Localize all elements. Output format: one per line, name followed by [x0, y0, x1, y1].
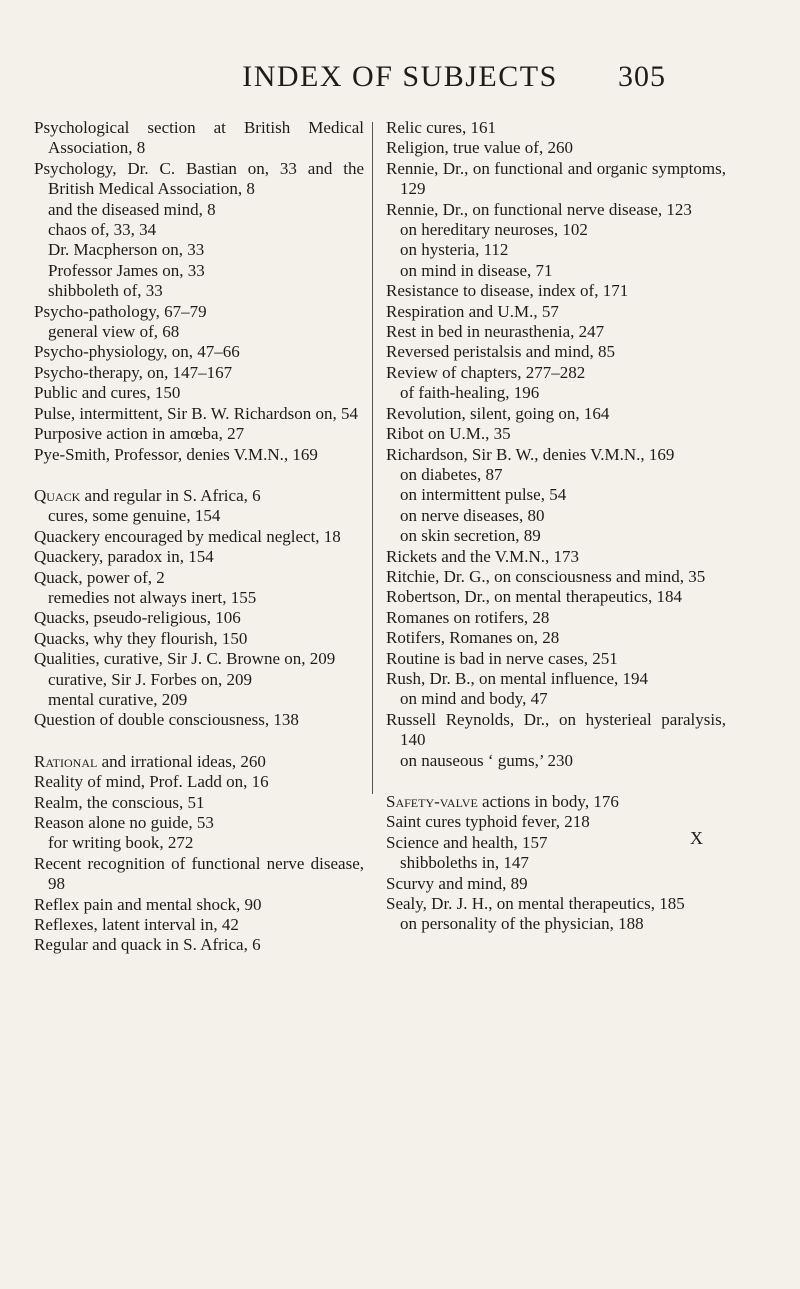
index-entry: Sealy, Dr. J. H., on mental therapeutics, 185: [386, 894, 685, 914]
page-number: 305: [618, 60, 666, 93]
page-header: [0, 58, 800, 98]
index-subentry: and the diseased mind, 8: [48, 199, 216, 219]
index-subentry: general view of, 68: [48, 322, 180, 342]
signature-mark: X: [690, 828, 703, 848]
index-entry: Review of chapters, 277–282: [386, 362, 586, 382]
index-entry: Reflex pain and mental shock, 90: [34, 894, 262, 914]
index-entry: Russell Reynolds, Dr., on hysterieal paralysis, 140: [386, 709, 726, 750]
index-entry: Rotifers, Romanes on, 28: [386, 628, 560, 648]
index-entry: Quackery, paradox in, 154: [34, 547, 214, 567]
index-entry: Saint cures typhoid fever, 218: [386, 812, 590, 832]
index-subentry: cures, some genuine, 154: [48, 506, 221, 526]
left-column: [34, 118, 364, 956]
index-subentry: shibboleth of, 33: [48, 281, 163, 301]
index-entry: Scurvy and mind, 89: [386, 873, 528, 893]
index-subentry: on hysteria, 112: [400, 240, 509, 260]
index-entry: Pye-Smith, Professor, denies V.M.N., 169: [34, 444, 318, 464]
index-entry: Resistance to disease, index of, 171: [386, 281, 629, 301]
index-entry: Realm, the conscious, 51: [34, 792, 205, 812]
index-subentry: of faith-healing, 196: [400, 383, 540, 403]
index-entry: Rest in bed in neurasthenia, 247: [386, 322, 605, 342]
index-entry: Revolution, silent, going on, 164: [386, 403, 610, 423]
index-subentry: on intermittent pulse, 54: [400, 485, 567, 505]
index-subentry: chaos of, 33, 34: [48, 220, 157, 240]
index-entry: Psychology, Dr. C. Bastian on, 33 and the British Medical Association, 8: [34, 158, 364, 199]
index-subentry: Professor James on, 33: [48, 260, 205, 280]
index-entry: Psychological section at British Medical Association, 8: [34, 118, 364, 158]
index-entry: Recent recognition of functional nerve disease, 98: [34, 853, 364, 894]
index-subentry: on mind in disease, 71: [400, 260, 553, 280]
index-entry: Religion, true value of, 260: [386, 138, 573, 158]
index-entry: Ritchie, Dr. G., on consciousness and mind, 35: [386, 566, 706, 586]
index-subentry: on mind and body, 47: [400, 689, 548, 709]
index-entry: Qualities, curative, Sir J. C. Browne on, 209: [34, 649, 336, 669]
index-entry: Quacks, why they flourish, 150: [34, 628, 248, 648]
index-entry: Reason alone no guide, 53: [34, 813, 214, 832]
section-gap: [34, 465, 364, 486]
index-entry: Reflexes, latent interval in, 42: [34, 915, 239, 935]
index-entry: Safety-valve actions in body, 176: [386, 792, 619, 811]
section-gap: [386, 771, 726, 792]
index-entry: Quacks, pseudo-religious, 106: [34, 608, 241, 628]
index-entry: Science and health, 157: [386, 832, 548, 852]
index-entry: Rational and irrational ideas, 260: [34, 751, 266, 771]
index-entry: Rush, Dr. B., on mental influence, 194: [386, 668, 649, 688]
index-entry: Ribot on U.M., 35: [386, 424, 511, 444]
index-entry: Relic cures, 161: [386, 118, 496, 137]
index-entry: Reality of mind, Prof. Ladd on, 16: [34, 772, 269, 792]
index-subentry: remedies not always inert, 155: [48, 587, 257, 607]
index-subentry: on nerve diseases, 80: [400, 505, 545, 525]
index-entry: Psycho-therapy, on, 147–167: [34, 362, 233, 382]
index-entry: Psycho-physiology, on, 47–66: [34, 342, 240, 362]
index-entry: Quack, power of, 2: [34, 567, 165, 587]
right-column: [386, 118, 726, 935]
index-entry: Rickets and the V.M.N., 173: [386, 546, 579, 566]
running-title: INDEX OF SUBJECTS: [242, 60, 558, 93]
index-entry: Respiration and U.M., 57: [386, 301, 559, 321]
index-entry: Pulse, intermittent, Sir B. W. Richardson on, 54: [34, 403, 358, 423]
index-entry: Regular and quack in S. Africa, 6: [34, 935, 261, 955]
index-entry: Romanes on rotifers, 28: [386, 607, 550, 627]
index-subentry: on nauseous ‘ gums,’ 230: [400, 750, 573, 770]
index-entry: Psycho-pathology, 67–79: [34, 301, 207, 321]
section-gap: [34, 731, 364, 752]
index-subentry: on personality of the physician, 188: [400, 914, 644, 934]
index-subentry: on diabetes, 87: [400, 464, 503, 484]
index-subentry: Dr. Macpherson on, 33: [48, 240, 205, 260]
index-entry: Quack and regular in S. Africa, 6: [34, 485, 261, 505]
index-entry: Purposive action in amœba, 27: [34, 424, 245, 444]
index-entry: Routine is bad in nerve cases, 251: [386, 648, 618, 668]
index-subentry: on hereditary neuroses, 102: [400, 220, 588, 240]
index-entry: Question of double consciousness, 138: [34, 710, 299, 730]
index-subentry: mental curative, 209: [48, 689, 188, 709]
index-entry: Robertson, Dr., on mental therapeutics, 184: [386, 587, 683, 607]
index-subentry: curative, Sir J. Forbes on, 209: [48, 669, 252, 689]
index-entry: Rennie, Dr., on functional and organic symptoms, 129: [386, 158, 726, 199]
index-entry: Public and cures, 150: [34, 383, 181, 403]
column-divider: [372, 122, 373, 794]
index-subentry: shibboleths in, 147: [400, 853, 529, 873]
index-entry: Rennie, Dr., on functional nerve disease, 123: [386, 199, 692, 219]
index-entry: Reversed peristalsis and mind, 85: [386, 342, 615, 362]
index-entry: Quackery encouraged by medical neglect, 18: [34, 526, 341, 546]
index-subentry: for writing book, 272: [48, 833, 194, 853]
index-entry: Richardson, Sir B. W., denies V.M.N., 169: [386, 444, 675, 464]
index-subentry: on skin secretion, 89: [400, 526, 541, 546]
